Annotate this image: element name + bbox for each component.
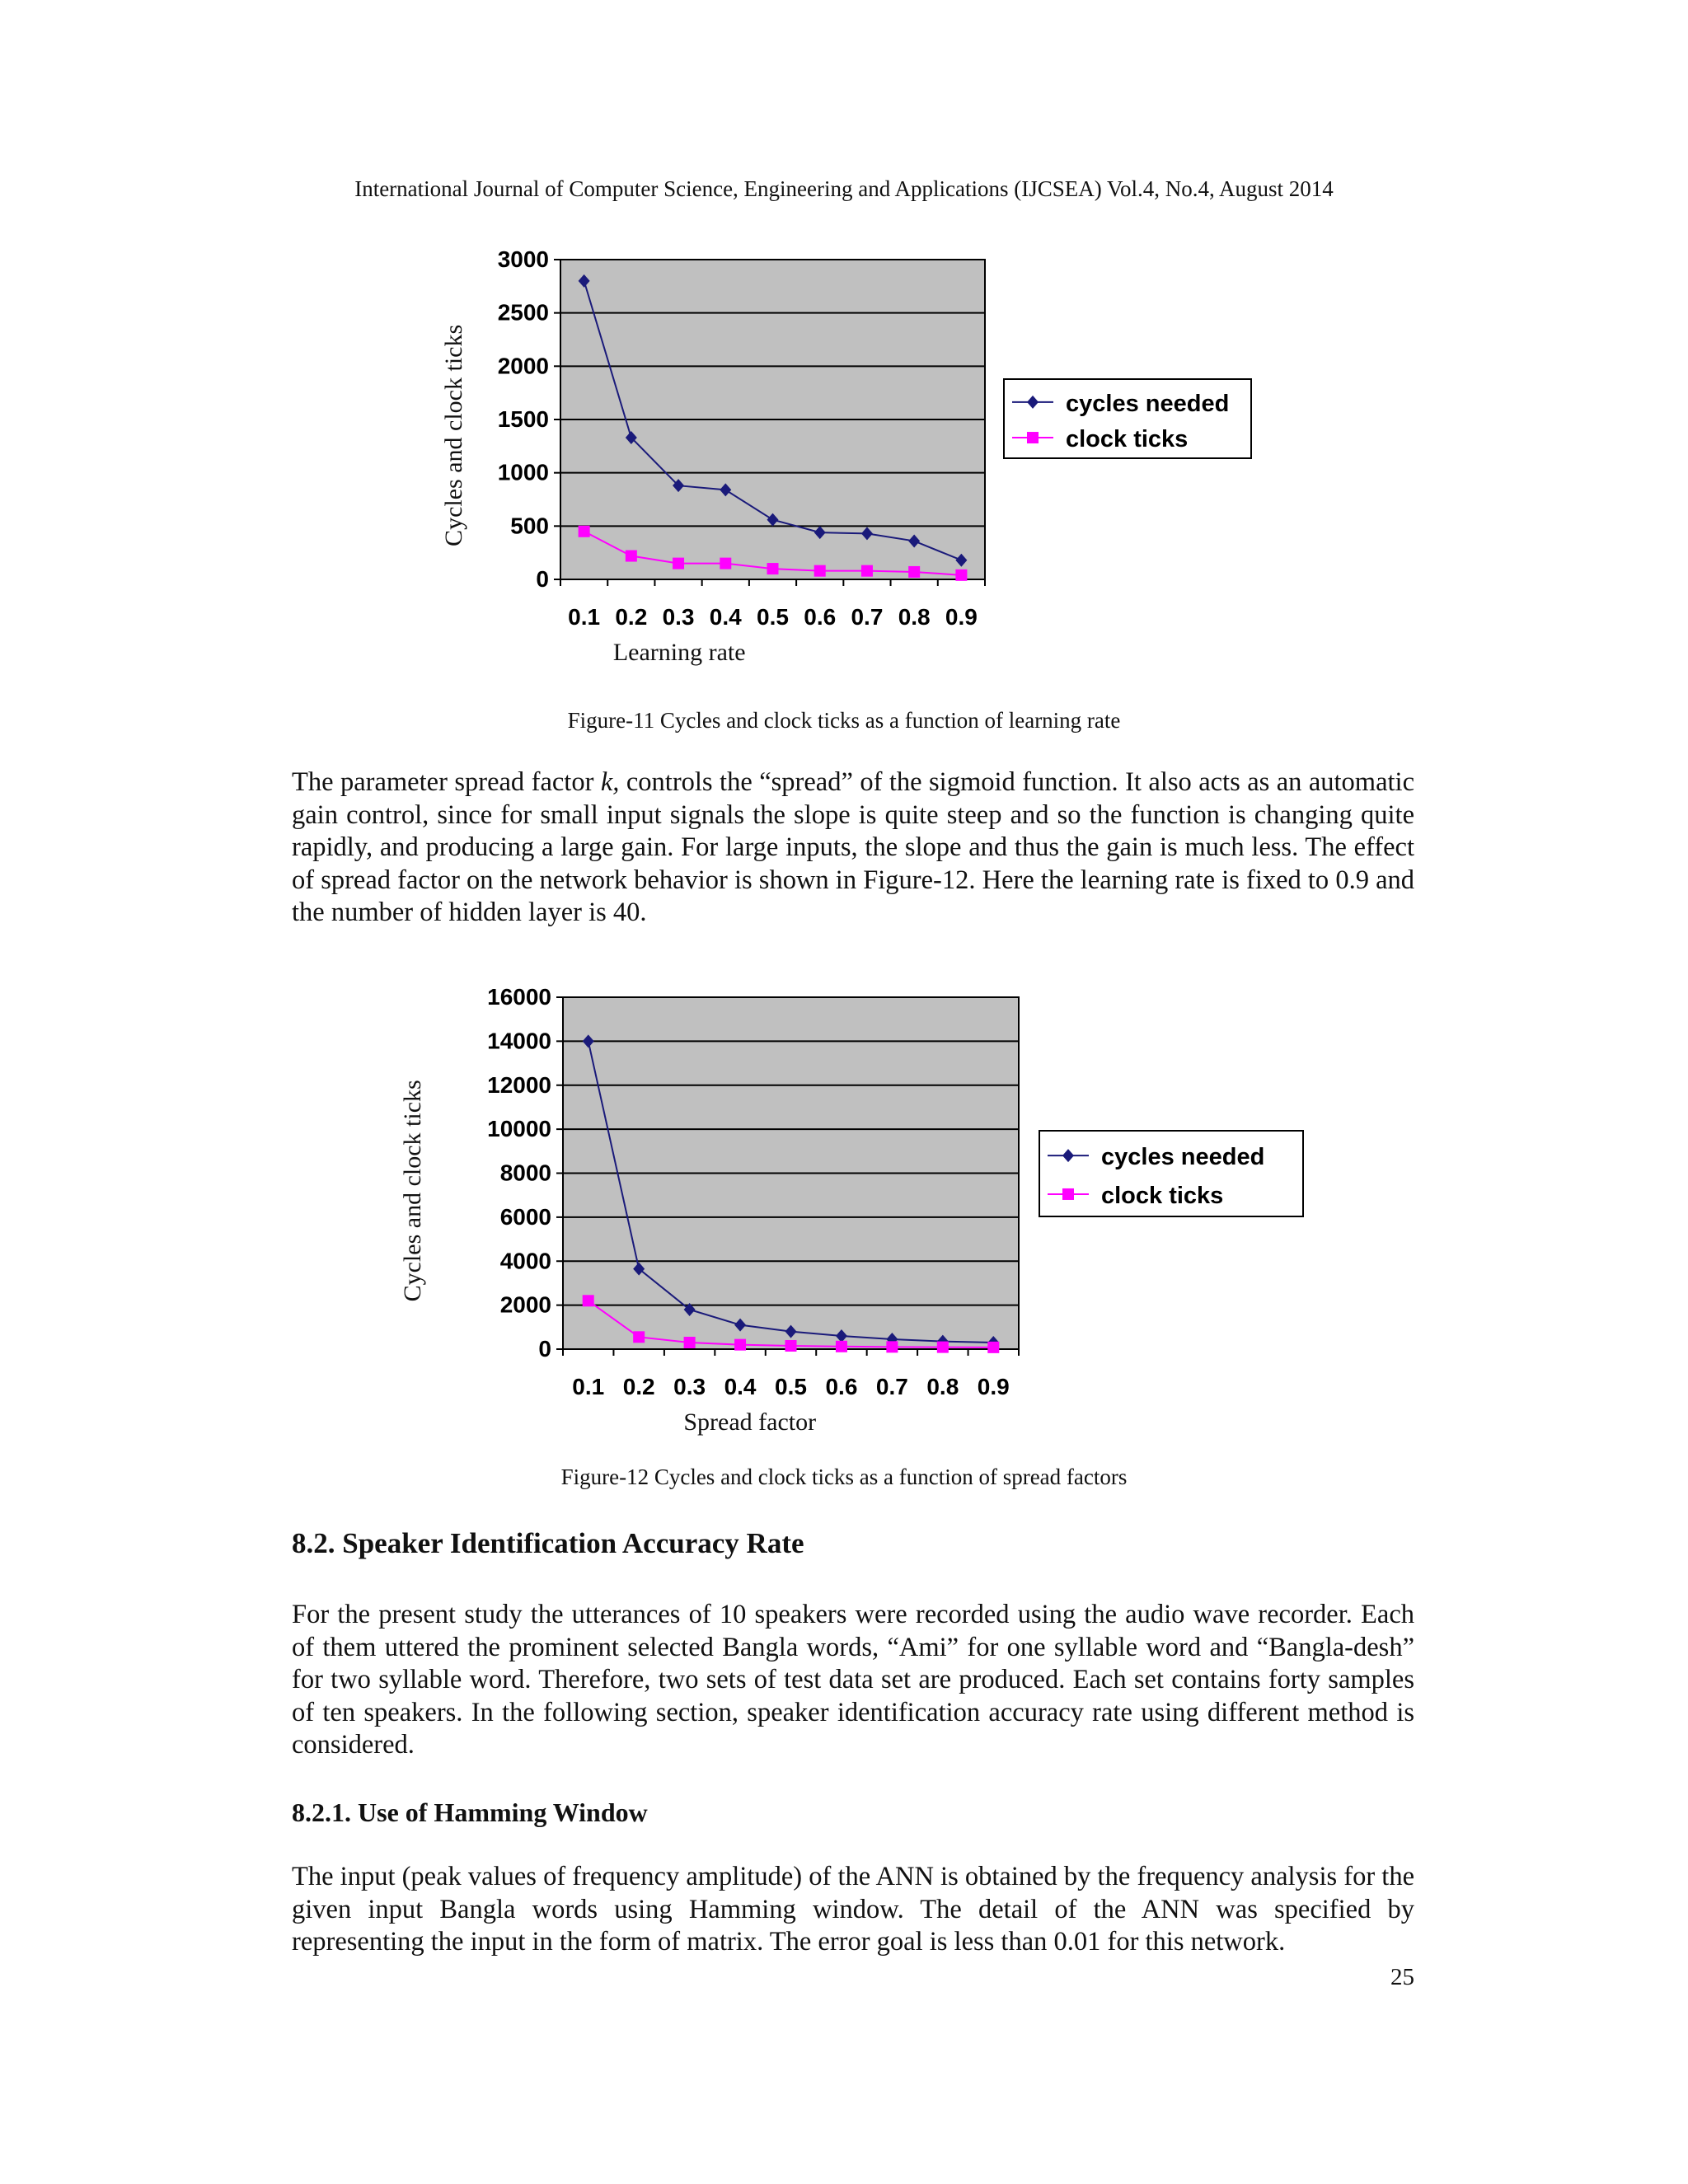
y-tick-label: 8000 xyxy=(499,1160,551,1186)
para1-post: controls the “spread” of the sigmoid function. It also acts as an automatic gain control, since for small input signals the slope is quite steep and so the function is changing quite rapidly, and producing a large gain. For large inputs, the slope and thus the gain is much less. The effect of spread factor on the network behavior is shown in Figure-12. Here the learning rate is fixed to 0.9 and the number of hidden layer is 40. xyxy=(292,767,1414,927)
legend-label: cycles needed xyxy=(1101,1144,1265,1171)
clock-ticks-point xyxy=(734,1339,746,1351)
x-tick-label: 0.5 xyxy=(757,604,789,630)
x-tick-label: 0.8 xyxy=(926,1374,959,1399)
clock-ticks-point xyxy=(633,1331,645,1343)
y-tick-label: 1000 xyxy=(497,459,549,485)
x-tick-label: 0.5 xyxy=(775,1374,807,1399)
clock-ticks-point xyxy=(579,526,590,537)
clock-ticks-point xyxy=(987,1342,999,1353)
running-header: International Journal of Computer Science, Engineering and Applications (IJCSEA) Vol.4, No.4, August 2014 xyxy=(354,176,1334,201)
clock-ticks-point xyxy=(720,558,731,569)
x-tick-label: 0.8 xyxy=(898,604,931,630)
x-tick-label: 0.6 xyxy=(825,1374,858,1399)
clock-ticks-point xyxy=(785,1340,797,1352)
x-tick-label: 0.4 xyxy=(724,1374,757,1399)
clock-ticks-point xyxy=(861,565,873,577)
x-tick-label: 0.7 xyxy=(875,1374,908,1399)
legend-marker-square xyxy=(1062,1188,1074,1200)
x-tick-label: 0.9 xyxy=(945,604,978,630)
x-tick-label: 0.3 xyxy=(673,1374,706,1399)
paragraph-hamming: The input (peak values of frequency amplitude) of the ANN is obtained by the frequency analysis for the given input Bangla words using Hamming window. The detail of the ANN was specified by representing the input in the form of matrix. The error goal is less than 0.01 for this network. xyxy=(292,1862,1414,1957)
clock-ticks-point xyxy=(684,1337,696,1348)
y-tick-label: 14000 xyxy=(487,1028,551,1054)
clock-ticks-point xyxy=(836,1341,847,1352)
y-tick-label: 2000 xyxy=(497,353,549,379)
y-tick-label: 10000 xyxy=(487,1116,551,1142)
clock-ticks-point xyxy=(886,1341,898,1352)
x-tick-label: 0.4 xyxy=(709,604,742,630)
x-tick-label: 0.9 xyxy=(977,1374,1010,1399)
y-tick-label: 500 xyxy=(510,513,549,539)
x-axis-title: Spread factor xyxy=(683,1408,817,1436)
clock-ticks-point xyxy=(626,551,637,562)
figure-11-svg xyxy=(429,239,1253,684)
y-tick-label: 2500 xyxy=(497,299,549,326)
paragraph-spread-factor xyxy=(292,766,1414,930)
y-tick-label: 12000 xyxy=(487,1071,551,1098)
para1-k: k, xyxy=(600,767,620,797)
section-heading: 8.2. Speaker Identification Accuracy Rate xyxy=(292,1527,804,1559)
clock-ticks-point xyxy=(583,1295,594,1306)
y-tick-label: 4000 xyxy=(499,1248,551,1274)
clock-ticks-point xyxy=(937,1342,949,1353)
para1-pre: The parameter spread factor xyxy=(292,767,601,797)
x-tick-label: 0.2 xyxy=(622,1374,655,1399)
x-tick-label: 0.2 xyxy=(615,604,648,630)
figure-12-caption: Figure-12 Cycles and clock ticks as a function of spread factors xyxy=(560,1465,1128,1489)
y-tick-label: 16000 xyxy=(487,984,551,1010)
clock-ticks-point xyxy=(908,566,920,578)
x-tick-label: 0.3 xyxy=(662,604,695,630)
y-axis-title: Cycles and clock ticks xyxy=(440,324,467,546)
y-axis-title: Cycles and clock ticks xyxy=(399,1080,426,1302)
legend-label: clock ticks xyxy=(1101,1182,1224,1209)
legend-marker-square xyxy=(1027,432,1039,443)
y-tick-label: 1500 xyxy=(497,406,549,432)
x-tick-label: 0.7 xyxy=(851,604,884,630)
x-tick-label: 0.6 xyxy=(804,604,837,630)
clock-ticks-point xyxy=(955,569,967,581)
y-tick-label: 3000 xyxy=(497,246,549,272)
legend-label: cycles needed xyxy=(1066,390,1230,417)
x-axis-title: Learning rate xyxy=(612,639,746,666)
subsection-heading: 8.2.1. Use of Hamming Window xyxy=(292,1797,648,1827)
clock-ticks-point xyxy=(814,565,826,577)
figure-12-svg xyxy=(387,977,1327,1438)
figure-11-chart xyxy=(429,239,1253,684)
y-tick-label: 0 xyxy=(536,566,549,592)
clock-ticks-point xyxy=(673,558,684,569)
y-tick-label: 2000 xyxy=(499,1291,551,1318)
legend-label: clock ticks xyxy=(1066,426,1189,453)
figure-12-chart xyxy=(387,977,1327,1438)
x-tick-label: 0.1 xyxy=(568,604,601,630)
y-tick-label: 0 xyxy=(538,1336,551,1361)
x-tick-label: 0.1 xyxy=(572,1374,605,1399)
figure-11-caption: Figure-11 Cycles and clock ticks as a function of learning rate xyxy=(567,708,1121,733)
page-number: 25 xyxy=(1390,1964,1414,1990)
clock-ticks-point xyxy=(767,563,779,574)
paragraph-speakers: For the present study the utterances of 10 speakers were recorded using the audio wave recorder. Each of them uttered the prominent selected Bangla words, “Ami” for one syllable word and “Bangla-desh” for two syllable word. Therefore, two sets of test data set are produced. Each set contains forty samples of ten speakers. In the following section, speaker identification accuracy rate using different method is considered. xyxy=(292,1600,1414,1760)
y-tick-label: 6000 xyxy=(499,1203,551,1230)
